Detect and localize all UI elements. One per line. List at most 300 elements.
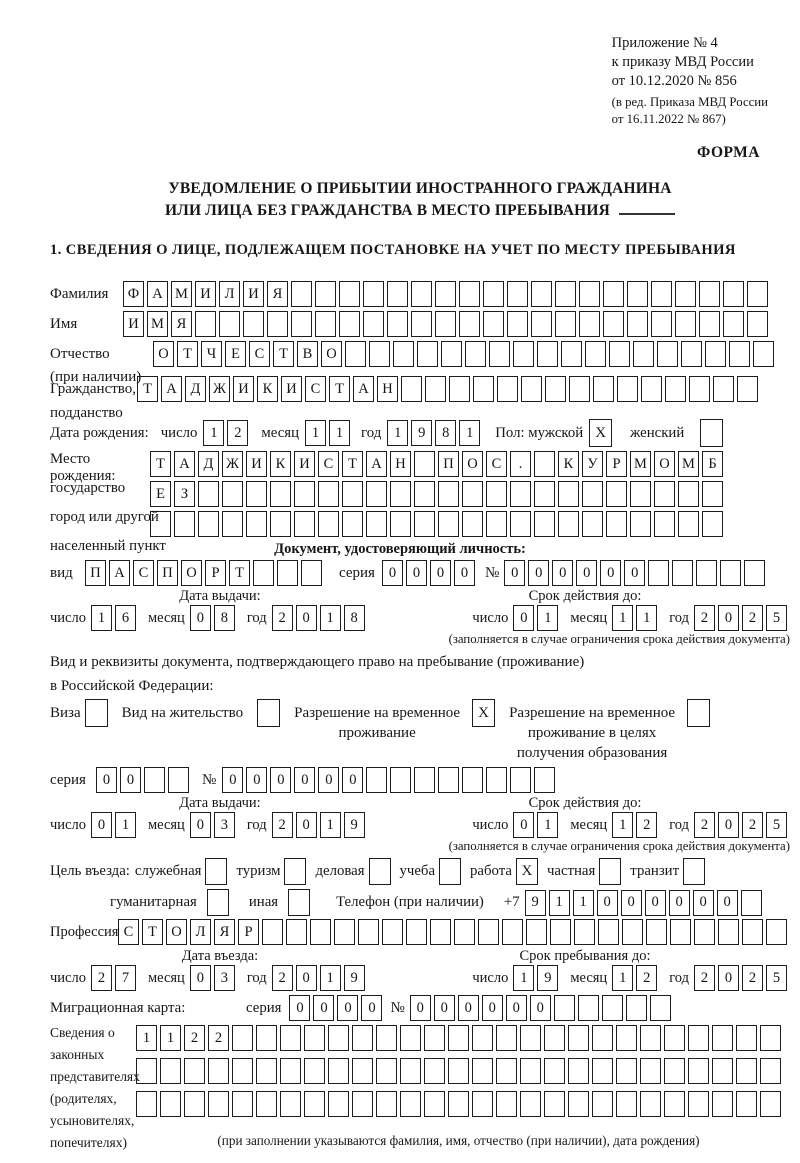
purpose-business-checkbox[interactable]: [369, 858, 391, 885]
char-cell[interactable]: [753, 341, 774, 367]
char-cell[interactable]: 8: [214, 605, 235, 631]
char-cell[interactable]: П: [438, 451, 459, 477]
char-cell[interactable]: 0: [313, 995, 334, 1021]
char-cell[interactable]: 0: [552, 560, 573, 586]
char-cell[interactable]: [448, 1025, 469, 1051]
char-cell[interactable]: 3: [214, 812, 235, 838]
char-cell[interactable]: [616, 1091, 637, 1117]
char-cell[interactable]: 0: [693, 890, 714, 916]
char-cell[interactable]: [648, 560, 669, 586]
char-cell[interactable]: 2: [272, 605, 293, 631]
char-cell[interactable]: [304, 1025, 325, 1051]
char-cell[interactable]: 0: [434, 995, 455, 1021]
char-cell[interactable]: [441, 341, 462, 367]
char-cell[interactable]: [603, 311, 624, 337]
char-cell[interactable]: [376, 1025, 397, 1051]
char-cell[interactable]: [328, 1058, 349, 1084]
char-cell[interactable]: П: [85, 560, 106, 586]
char-cell[interactable]: [363, 281, 384, 307]
char-cell[interactable]: [318, 481, 339, 507]
char-cell[interactable]: 0: [294, 767, 315, 793]
char-cell[interactable]: [507, 311, 528, 337]
char-cell[interactable]: А: [353, 376, 374, 402]
char-cell[interactable]: И: [243, 281, 264, 307]
char-cell[interactable]: [435, 281, 456, 307]
char-cell[interactable]: 2: [272, 812, 293, 838]
char-cell[interactable]: [507, 281, 528, 307]
char-cell[interactable]: [592, 1025, 613, 1051]
char-cell[interactable]: [723, 281, 744, 307]
char-cell[interactable]: [579, 311, 600, 337]
char-cell[interactable]: 1: [636, 605, 657, 631]
char-cell[interactable]: [496, 1058, 517, 1084]
char-cell[interactable]: Н: [390, 451, 411, 477]
char-cell[interactable]: [246, 511, 267, 537]
char-cell[interactable]: [496, 1091, 517, 1117]
edu-residence-permit-checkbox[interactable]: [687, 699, 710, 727]
char-cell[interactable]: [366, 767, 387, 793]
char-cell[interactable]: [520, 1058, 541, 1084]
char-cell[interactable]: 0: [361, 995, 382, 1021]
char-cell[interactable]: И: [195, 281, 216, 307]
char-cell[interactable]: А: [174, 451, 195, 477]
char-cell[interactable]: Я: [267, 281, 288, 307]
char-cell[interactable]: [720, 560, 741, 586]
char-cell[interactable]: [531, 311, 552, 337]
char-cell[interactable]: [424, 1025, 445, 1051]
char-cell[interactable]: Я: [214, 919, 235, 945]
char-cell[interactable]: [342, 481, 363, 507]
char-cell[interactable]: 0: [382, 560, 403, 586]
char-cell[interactable]: И: [246, 451, 267, 477]
char-cell[interactable]: [537, 341, 558, 367]
char-cell[interactable]: [675, 311, 696, 337]
char-cell[interactable]: [472, 1058, 493, 1084]
sex-female-checkbox[interactable]: [700, 419, 723, 447]
char-cell[interactable]: [315, 281, 336, 307]
char-cell[interactable]: [232, 1058, 253, 1084]
char-cell[interactable]: [366, 511, 387, 537]
char-cell[interactable]: 2: [742, 812, 763, 838]
char-cell[interactable]: 2: [184, 1025, 205, 1051]
char-cell[interactable]: [650, 995, 671, 1021]
char-cell[interactable]: [280, 1025, 301, 1051]
char-cell[interactable]: [510, 511, 531, 537]
char-cell[interactable]: [462, 767, 483, 793]
char-cell[interactable]: [382, 919, 403, 945]
char-cell[interactable]: [270, 511, 291, 537]
char-cell[interactable]: 0: [337, 995, 358, 1021]
char-cell[interactable]: [654, 511, 675, 537]
char-cell[interactable]: [520, 1091, 541, 1117]
char-cell[interactable]: О: [181, 560, 202, 586]
char-cell[interactable]: 1: [573, 890, 594, 916]
char-cell[interactable]: [473, 376, 494, 402]
char-cell[interactable]: Е: [150, 481, 171, 507]
char-cell[interactable]: М: [147, 311, 168, 337]
char-cell[interactable]: 8: [344, 605, 365, 631]
char-cell[interactable]: [630, 481, 651, 507]
char-cell[interactable]: [232, 1025, 253, 1051]
purpose-study-checkbox[interactable]: [439, 858, 461, 885]
char-cell[interactable]: С: [133, 560, 154, 586]
char-cell[interactable]: 1: [612, 965, 633, 991]
char-cell[interactable]: [454, 919, 475, 945]
char-cell[interactable]: Н: [377, 376, 398, 402]
char-cell[interactable]: [291, 281, 312, 307]
char-cell[interactable]: 2: [694, 605, 715, 631]
char-cell[interactable]: [387, 311, 408, 337]
char-cell[interactable]: [681, 341, 702, 367]
char-cell[interactable]: [459, 311, 480, 337]
char-cell[interactable]: 0: [718, 812, 739, 838]
char-cell[interactable]: 0: [528, 560, 549, 586]
char-cell[interactable]: [526, 919, 547, 945]
char-cell[interactable]: [401, 376, 422, 402]
char-cell[interactable]: [486, 511, 507, 537]
char-cell[interactable]: 1: [203, 420, 224, 446]
char-cell[interactable]: [689, 376, 710, 402]
char-cell[interactable]: 0: [246, 767, 267, 793]
char-cell[interactable]: [318, 511, 339, 537]
char-cell[interactable]: 2: [227, 420, 248, 446]
char-cell[interactable]: [593, 376, 614, 402]
char-cell[interactable]: [438, 481, 459, 507]
char-cell[interactable]: [345, 341, 366, 367]
char-cell[interactable]: [448, 1058, 469, 1084]
char-cell[interactable]: [558, 511, 579, 537]
char-cell[interactable]: [760, 1091, 781, 1117]
char-cell[interactable]: [705, 341, 726, 367]
char-cell[interactable]: 0: [513, 605, 534, 631]
char-cell[interactable]: [232, 1091, 253, 1117]
char-cell[interactable]: [424, 1091, 445, 1117]
char-cell[interactable]: [670, 919, 691, 945]
char-cell[interactable]: Ч: [201, 341, 222, 367]
char-cell[interactable]: Т: [342, 451, 363, 477]
char-cell[interactable]: [400, 1091, 421, 1117]
purpose-tourism-checkbox[interactable]: [284, 858, 306, 885]
char-cell[interactable]: 0: [289, 995, 310, 1021]
char-cell[interactable]: С: [249, 341, 270, 367]
char-cell[interactable]: [665, 376, 686, 402]
char-cell[interactable]: [747, 311, 768, 337]
char-cell[interactable]: [678, 511, 699, 537]
char-cell[interactable]: [664, 1091, 685, 1117]
visa-checkbox[interactable]: [85, 699, 108, 727]
char-cell[interactable]: [352, 1091, 373, 1117]
char-cell[interactable]: 0: [718, 605, 739, 631]
char-cell[interactable]: Т: [142, 919, 163, 945]
char-cell[interactable]: [449, 376, 470, 402]
char-cell[interactable]: 0: [454, 560, 475, 586]
char-cell[interactable]: [472, 1025, 493, 1051]
char-cell[interactable]: 0: [669, 890, 690, 916]
char-cell[interactable]: М: [678, 451, 699, 477]
char-cell[interactable]: [694, 919, 715, 945]
char-cell[interactable]: [702, 511, 723, 537]
char-cell[interactable]: [256, 1058, 277, 1084]
char-cell[interactable]: 8: [435, 420, 456, 446]
char-cell[interactable]: [256, 1025, 277, 1051]
char-cell[interactable]: 0: [190, 605, 211, 631]
char-cell[interactable]: 1: [459, 420, 480, 446]
char-cell[interactable]: [627, 311, 648, 337]
char-cell[interactable]: [424, 1058, 445, 1084]
char-cell[interactable]: 0: [718, 965, 739, 991]
char-cell[interactable]: [222, 511, 243, 537]
char-cell[interactable]: [246, 481, 267, 507]
char-cell[interactable]: [664, 1025, 685, 1051]
char-cell[interactable]: [633, 341, 654, 367]
char-cell[interactable]: [438, 511, 459, 537]
char-cell[interactable]: [737, 376, 758, 402]
char-cell[interactable]: [729, 341, 750, 367]
char-cell[interactable]: [208, 1058, 229, 1084]
char-cell[interactable]: [328, 1091, 349, 1117]
char-cell[interactable]: [472, 1091, 493, 1117]
char-cell[interactable]: О: [462, 451, 483, 477]
char-cell[interactable]: [497, 376, 518, 402]
char-cell[interactable]: [622, 919, 643, 945]
char-cell[interactable]: А: [109, 560, 130, 586]
char-cell[interactable]: 1: [136, 1025, 157, 1051]
char-cell[interactable]: [277, 560, 298, 586]
char-cell[interactable]: А: [161, 376, 182, 402]
char-cell[interactable]: К: [558, 451, 579, 477]
char-cell[interactable]: 0: [222, 767, 243, 793]
char-cell[interactable]: О: [654, 451, 675, 477]
char-cell[interactable]: 9: [537, 965, 558, 991]
char-cell[interactable]: 1: [320, 965, 341, 991]
char-cell[interactable]: [742, 919, 763, 945]
purpose-official-checkbox[interactable]: [205, 858, 227, 885]
char-cell[interactable]: 0: [91, 812, 112, 838]
char-cell[interactable]: [702, 481, 723, 507]
char-cell[interactable]: Л: [219, 281, 240, 307]
char-cell[interactable]: [489, 341, 510, 367]
char-cell[interactable]: 1: [513, 965, 534, 991]
char-cell[interactable]: [544, 1091, 565, 1117]
char-cell[interactable]: [352, 1025, 373, 1051]
char-cell[interactable]: Т: [150, 451, 171, 477]
char-cell[interactable]: [521, 376, 542, 402]
char-cell[interactable]: [696, 560, 717, 586]
char-cell[interactable]: [582, 481, 603, 507]
char-cell[interactable]: [688, 1058, 709, 1084]
char-cell[interactable]: [606, 481, 627, 507]
char-cell[interactable]: [513, 341, 534, 367]
char-cell[interactable]: [435, 311, 456, 337]
char-cell[interactable]: [585, 341, 606, 367]
char-cell[interactable]: [712, 1025, 733, 1051]
char-cell[interactable]: С: [305, 376, 326, 402]
char-cell[interactable]: [550, 919, 571, 945]
char-cell[interactable]: [531, 281, 552, 307]
char-cell[interactable]: И: [281, 376, 302, 402]
char-cell[interactable]: [510, 767, 531, 793]
char-cell[interactable]: [411, 311, 432, 337]
char-cell[interactable]: Р: [238, 919, 259, 945]
char-cell[interactable]: [294, 481, 315, 507]
residence-permit-checkbox[interactable]: [257, 699, 280, 727]
char-cell[interactable]: [393, 341, 414, 367]
char-cell[interactable]: [280, 1058, 301, 1084]
char-cell[interactable]: [558, 481, 579, 507]
char-cell[interactable]: [366, 481, 387, 507]
char-cell[interactable]: 0: [600, 560, 621, 586]
char-cell[interactable]: [744, 560, 765, 586]
char-cell[interactable]: [430, 919, 451, 945]
purpose-private-checkbox[interactable]: [599, 858, 621, 885]
char-cell[interactable]: [713, 376, 734, 402]
char-cell[interactable]: [606, 511, 627, 537]
char-cell[interactable]: [291, 311, 312, 337]
char-cell[interactable]: 1: [537, 812, 558, 838]
char-cell[interactable]: [688, 1025, 709, 1051]
char-cell[interactable]: К: [270, 451, 291, 477]
char-cell[interactable]: О: [153, 341, 174, 367]
char-cell[interactable]: М: [171, 281, 192, 307]
char-cell[interactable]: Т: [229, 560, 250, 586]
char-cell[interactable]: 0: [190, 812, 211, 838]
char-cell[interactable]: [417, 341, 438, 367]
char-cell[interactable]: [502, 919, 523, 945]
char-cell[interactable]: О: [166, 919, 187, 945]
char-cell[interactable]: [568, 1091, 589, 1117]
char-cell[interactable]: [641, 376, 662, 402]
char-cell[interactable]: [712, 1091, 733, 1117]
char-cell[interactable]: [534, 481, 555, 507]
char-cell[interactable]: [315, 311, 336, 337]
char-cell[interactable]: 1: [537, 605, 558, 631]
char-cell[interactable]: В: [297, 341, 318, 367]
char-cell[interactable]: [184, 1058, 205, 1084]
char-cell[interactable]: Р: [205, 560, 226, 586]
char-cell[interactable]: Т: [137, 376, 158, 402]
char-cell[interactable]: 5: [766, 605, 787, 631]
char-cell[interactable]: [592, 1091, 613, 1117]
char-cell[interactable]: [640, 1025, 661, 1051]
char-cell[interactable]: [390, 481, 411, 507]
char-cell[interactable]: [462, 481, 483, 507]
char-cell[interactable]: [675, 281, 696, 307]
char-cell[interactable]: [569, 376, 590, 402]
char-cell[interactable]: 0: [406, 560, 427, 586]
char-cell[interactable]: [339, 281, 360, 307]
char-cell[interactable]: [286, 919, 307, 945]
char-cell[interactable]: [534, 451, 555, 477]
char-cell[interactable]: [406, 919, 427, 945]
char-cell[interactable]: [723, 311, 744, 337]
char-cell[interactable]: 0: [621, 890, 642, 916]
char-cell[interactable]: Л: [190, 919, 211, 945]
char-cell[interactable]: С: [318, 451, 339, 477]
char-cell[interactable]: Т: [273, 341, 294, 367]
char-cell[interactable]: [334, 919, 355, 945]
char-cell[interactable]: [578, 995, 599, 1021]
char-cell[interactable]: 6: [115, 605, 136, 631]
char-cell[interactable]: 1: [612, 605, 633, 631]
char-cell[interactable]: [718, 919, 739, 945]
char-cell[interactable]: 0: [120, 767, 141, 793]
char-cell[interactable]: 2: [208, 1025, 229, 1051]
char-cell[interactable]: 1: [612, 812, 633, 838]
char-cell[interactable]: [342, 511, 363, 537]
char-cell[interactable]: [598, 919, 619, 945]
char-cell[interactable]: 1: [329, 420, 350, 446]
char-cell[interactable]: [483, 311, 504, 337]
char-cell[interactable]: [390, 767, 411, 793]
char-cell[interactable]: 1: [549, 890, 570, 916]
char-cell[interactable]: У: [582, 451, 603, 477]
char-cell[interactable]: [425, 376, 446, 402]
char-cell[interactable]: .: [510, 451, 531, 477]
char-cell[interactable]: Ж: [209, 376, 230, 402]
char-cell[interactable]: И: [294, 451, 315, 477]
char-cell[interactable]: [561, 341, 582, 367]
char-cell[interactable]: [390, 511, 411, 537]
char-cell[interactable]: 0: [96, 767, 117, 793]
char-cell[interactable]: [568, 1058, 589, 1084]
char-cell[interactable]: С: [486, 451, 507, 477]
char-cell[interactable]: [363, 311, 384, 337]
char-cell[interactable]: [294, 511, 315, 537]
char-cell[interactable]: [568, 1025, 589, 1051]
char-cell[interactable]: [301, 560, 322, 586]
char-cell[interactable]: [712, 1058, 733, 1084]
char-cell[interactable]: С: [118, 919, 139, 945]
char-cell[interactable]: [544, 1058, 565, 1084]
char-cell[interactable]: [760, 1058, 781, 1084]
char-cell[interactable]: 0: [506, 995, 527, 1021]
char-cell[interactable]: [736, 1025, 757, 1051]
char-cell[interactable]: 0: [410, 995, 431, 1021]
char-cell[interactable]: [574, 919, 595, 945]
char-cell[interactable]: [602, 995, 623, 1021]
char-cell[interactable]: 0: [190, 965, 211, 991]
char-cell[interactable]: [609, 341, 630, 367]
char-cell[interactable]: [198, 511, 219, 537]
char-cell[interactable]: [448, 1091, 469, 1117]
char-cell[interactable]: [174, 511, 195, 537]
char-cell[interactable]: 0: [296, 965, 317, 991]
char-cell[interactable]: Д: [185, 376, 206, 402]
char-cell[interactable]: [630, 511, 651, 537]
char-cell[interactable]: [462, 511, 483, 537]
char-cell[interactable]: Ж: [222, 451, 243, 477]
char-cell[interactable]: [545, 376, 566, 402]
char-cell[interactable]: [579, 281, 600, 307]
char-cell[interactable]: К: [257, 376, 278, 402]
char-cell[interactable]: [640, 1058, 661, 1084]
char-cell[interactable]: [617, 376, 638, 402]
char-cell[interactable]: Т: [177, 341, 198, 367]
char-cell[interactable]: [534, 511, 555, 537]
char-cell[interactable]: [486, 481, 507, 507]
char-cell[interactable]: 9: [525, 890, 546, 916]
char-cell[interactable]: Р: [606, 451, 627, 477]
char-cell[interactable]: [304, 1058, 325, 1084]
char-cell[interactable]: [352, 1058, 373, 1084]
char-cell[interactable]: И: [123, 311, 144, 337]
char-cell[interactable]: [640, 1091, 661, 1117]
char-cell[interactable]: [736, 1058, 757, 1084]
char-cell[interactable]: [766, 919, 787, 945]
char-cell[interactable]: [699, 311, 720, 337]
sex-male-checkbox[interactable]: X: [589, 419, 612, 447]
char-cell[interactable]: [253, 560, 274, 586]
